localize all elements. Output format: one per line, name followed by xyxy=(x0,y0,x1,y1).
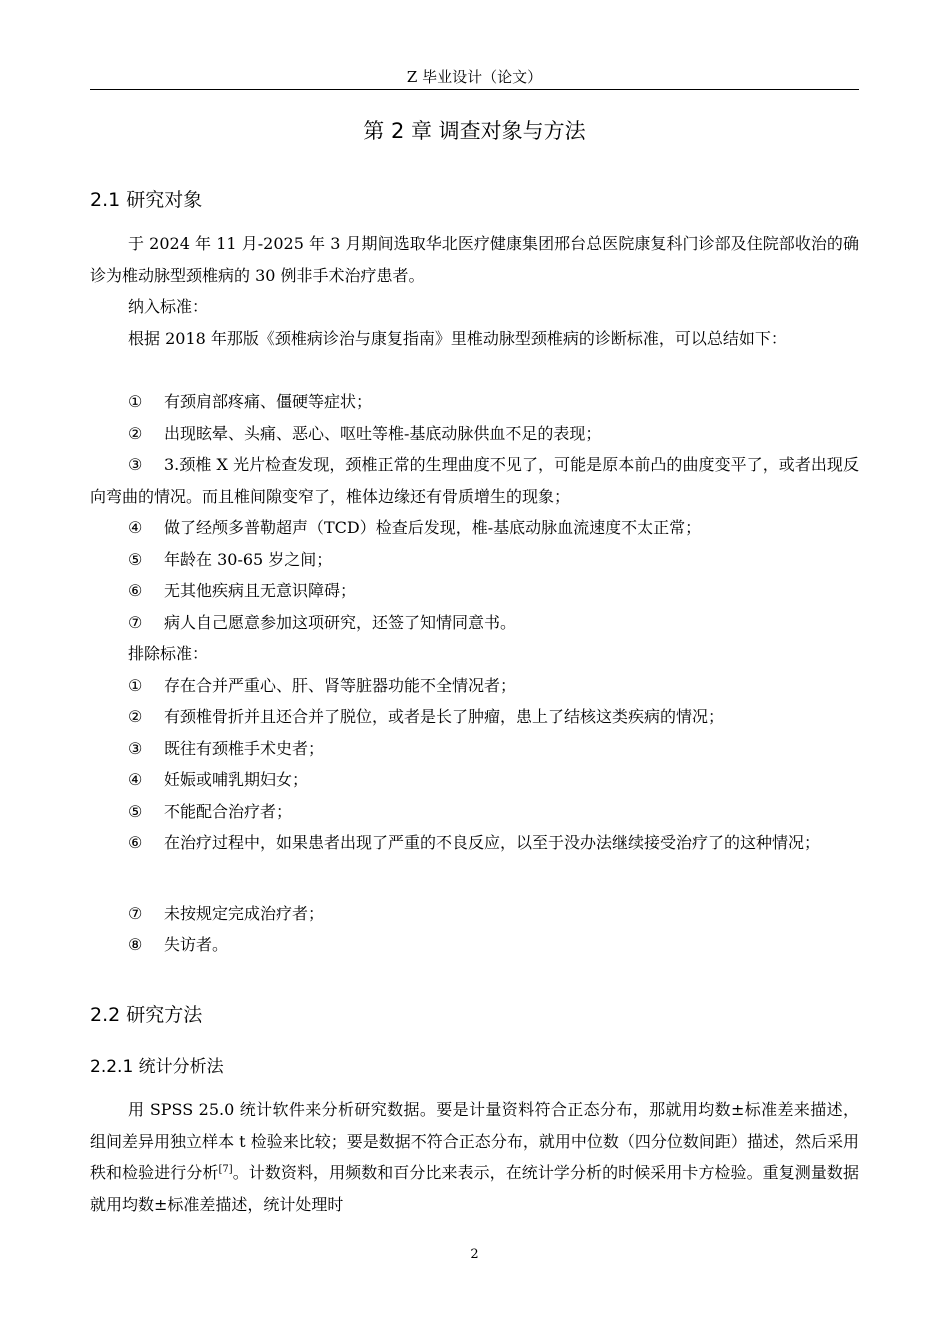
exclusion-label: 排除标准： xyxy=(128,644,209,663)
inclusion-item: ② 出现眩晕、头痛、恶心、呕吐等椎-基底动脉供血不足的表现； xyxy=(128,424,602,443)
inclusion-item: ⑦ 病人自己愿意参加这项研究，还签了知情同意书。 xyxy=(128,613,517,632)
inclusion-label: 纳入标准： xyxy=(128,297,209,316)
exclusion-item: ⑤ 不能配合治疗者； xyxy=(128,802,293,821)
section-2-1-title: 2.1 研究对象 xyxy=(90,189,203,211)
subsection-2-2-1-title: 2.2.1 统计分析法 xyxy=(90,1057,224,1077)
stats-paragraph: 用 SPSS 25.0 统计软件来分析研究数据。要是计量资料符合正态分布，那就用均数±标准差来描述，组间差异用独立样本 t 检验来比较；要是数据不符合正态分布，就用中位数（四分位数间距）描述，然后采用秩和检验进行分析[7]。计数资料，用频数和百分比来表示，在统计学分析的时候采用卡方检验。重复测量数据就用均数±标准差描述，统计处理时 xyxy=(90,1100,859,1214)
exclusion-item: ⑧ 失访者。 xyxy=(128,935,229,954)
inclusion-item: ⑥ 无其他疾病且无意识障碍； xyxy=(128,581,357,600)
exclusion-item: ④ 妊娠或哺乳期妇女； xyxy=(128,770,309,789)
inclusion-intro: 根据 2018 年那版《颈椎病诊治与康复指南》里椎动脉型颈椎病的诊断标准，可以总结如下： xyxy=(128,329,787,348)
header-rule xyxy=(90,89,859,90)
chapter-title: 第 2 章 调查对象与方法 xyxy=(363,119,586,143)
inclusion-item: ⑤ 年龄在 30-65 岁之间； xyxy=(128,550,333,569)
page-number: 2 xyxy=(470,1247,479,1262)
page-header: Z 毕业设计（论文） xyxy=(406,68,543,86)
exclusion-item: ① 存在合并严重心、肝、肾等脏器功能不全情况者； xyxy=(128,676,517,695)
inclusion-item: ③ 3.颈椎 X 光片检查发现，颈椎正常的生理曲度不见了，可能是原本前凸的曲度变平了，或者出现反向弯曲的情况。而且椎间隙变窄了，椎体边缘还有骨质增生的现象； xyxy=(90,455,859,506)
citation-ref: [7] xyxy=(218,1164,233,1175)
exclusion-item: ③ 既往有颈椎手术史者； xyxy=(128,739,325,758)
inclusion-item: ① 有颈肩部疼痛、僵硬等症状； xyxy=(128,392,373,411)
exclusion-item: ⑦ 未按规定完成治疗者； xyxy=(128,904,325,923)
section-2-2-title: 2.2 研究方法 xyxy=(90,1004,203,1026)
exclusion-item: ② 有颈椎骨折并且还合并了脱位，或者是长了肿瘤，患上了结核这类疾病的情况； xyxy=(128,707,725,726)
exclusion-item: ⑥ 在治疗过程中，如果患者出现了严重的不良反应，以至于没办法继续接受治疗了的这种情况； xyxy=(128,833,821,852)
intro-paragraph: 于 2024 年 11 月-2025 年 3 月期间选取华北医疗健康集团邢台总医院康复科门诊部及住院部收治的确诊为椎动脉型颈椎病的 30 例非手术治疗患者。 xyxy=(90,234,859,285)
inclusion-item: ④ 做了经颅多普勒超声（TCD）检查后发现，椎-基底动脉血流速度不太正常； xyxy=(128,518,702,537)
